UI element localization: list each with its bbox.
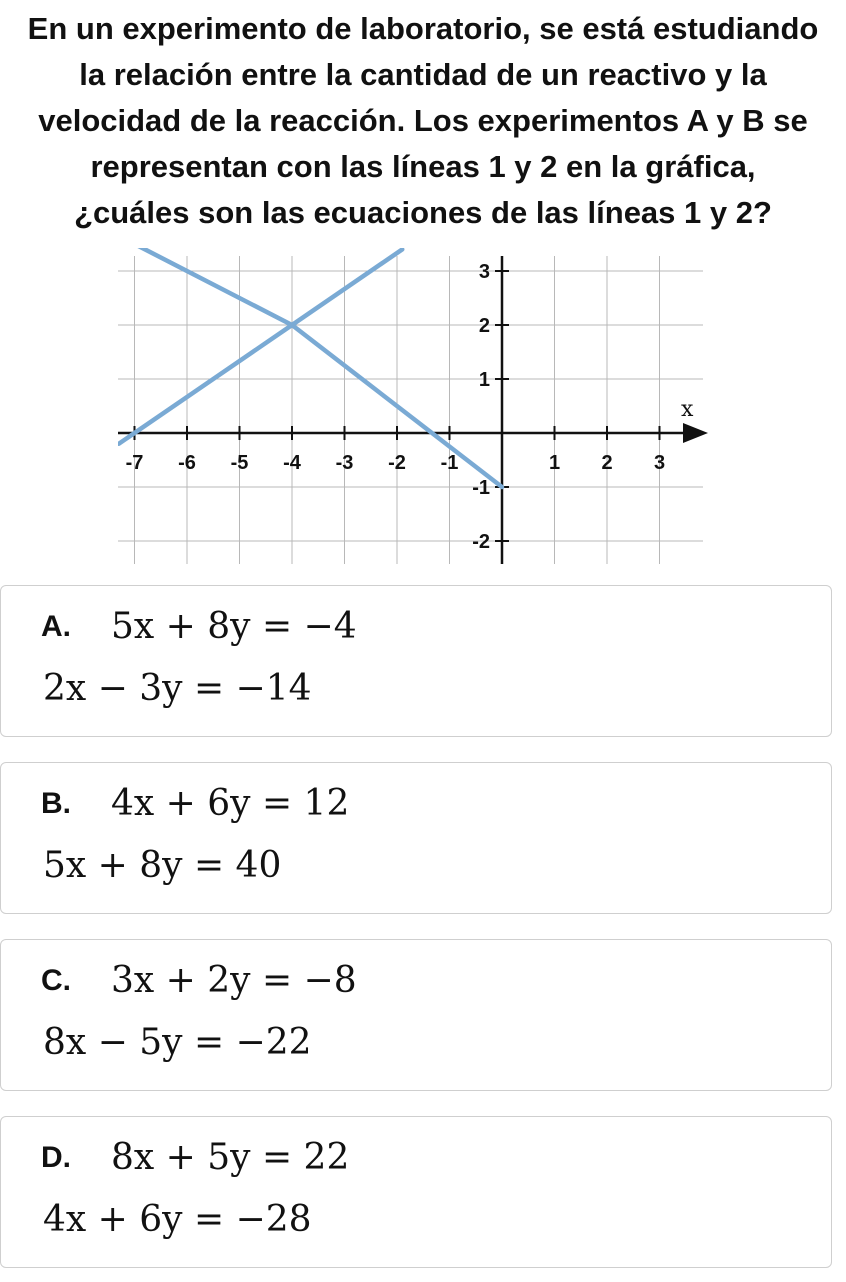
option-letter: B. (41, 787, 71, 820)
coordinate-graph (118, 248, 718, 568)
x-tick-label: -4 (283, 452, 301, 474)
option-equation-2: 8x − 5y = −22 (43, 1022, 312, 1063)
question-line: velocidad de la reacción. Los experimentos A y B se (38, 103, 808, 138)
x-tick-label: 3 (653, 452, 666, 474)
x-tick-label: 2 (601, 452, 613, 474)
question-line: En un experimento de laboratorio, se está estudiando (27, 11, 819, 46)
option-letter: A. (41, 610, 71, 643)
option-equation-2: 5x + 8y = 40 (43, 845, 282, 886)
y-tick-label: 2 (478, 315, 490, 337)
question-text (0, 6, 846, 236)
answer-option-c[interactable] (0, 939, 832, 1091)
answer-option-b[interactable] (0, 762, 832, 914)
option-equation-1: 5x + 8y = −4 (111, 606, 357, 647)
y-tick-label: -1 (472, 477, 490, 499)
answer-option-a[interactable] (0, 585, 832, 737)
axes (118, 256, 703, 564)
question-line: representan con las líneas 1 y 2 en la gráfica, (90, 149, 756, 184)
x-tick-label: 1 (548, 452, 561, 474)
option-equation-2: 4x + 6y = −28 (43, 1199, 312, 1240)
option-equation-2: 2x − 3y = −14 (43, 668, 312, 709)
option-equation-1: 8x + 5y = 22 (111, 1137, 350, 1178)
option-equation-1: 4x + 6y = 12 (111, 783, 350, 824)
x-tick-label: -1 (440, 452, 459, 474)
question-line: ¿cuáles son las ecuaciones de las líneas 1 y 2? (74, 195, 772, 230)
x-tick-label: -7 (125, 452, 144, 474)
x-tick-label: -2 (388, 452, 406, 474)
x-tick-label: -6 (178, 452, 196, 474)
line-1 (119, 249, 403, 443)
y-tick-label: 1 (478, 369, 490, 391)
option-equation-1: 3x + 2y = −8 (111, 960, 357, 1001)
option-letter: C. (41, 964, 71, 997)
x-tick-label: -5 (230, 452, 249, 474)
y-tick-label: -2 (472, 531, 490, 553)
x-axis-label: x (681, 397, 694, 422)
answer-option-d[interactable] (0, 1116, 832, 1268)
y-tick-label: 3 (478, 261, 490, 283)
question-line: la relación entre la cantidad de un reactivo y la (79, 57, 767, 92)
option-letter: D. (41, 1141, 71, 1174)
grid-lines (118, 256, 703, 564)
x-tick-label: -3 (335, 452, 354, 474)
